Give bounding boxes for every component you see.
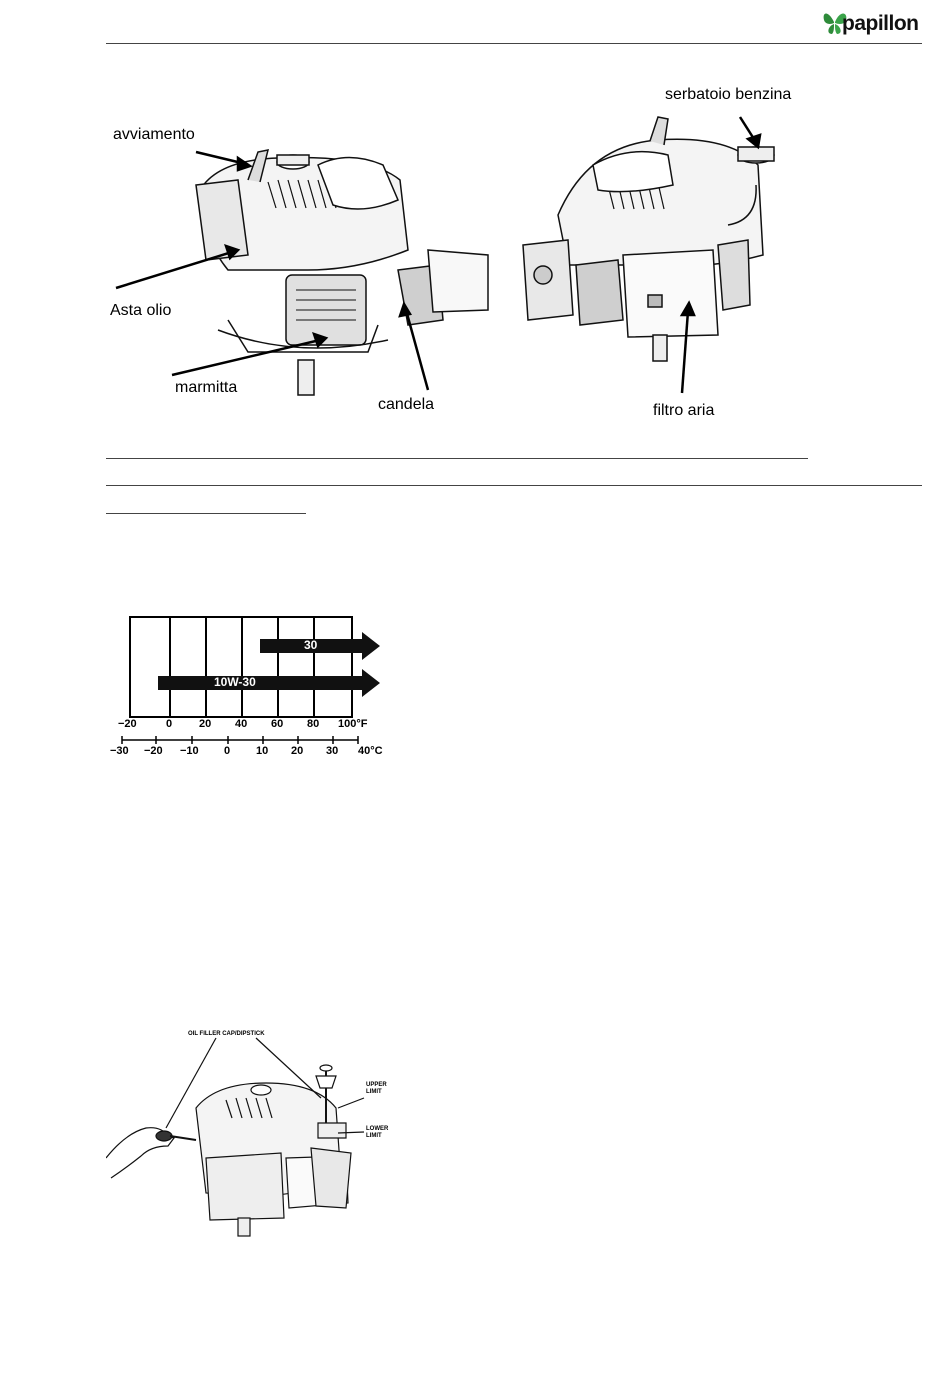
text-line-2 xyxy=(106,485,922,486)
engine-illustration-left xyxy=(108,120,503,425)
c-tick: −30 xyxy=(110,745,129,757)
c-tick: −10 xyxy=(180,745,199,757)
dipstick-illustration xyxy=(106,1028,396,1243)
c-tick: 0 xyxy=(224,745,231,757)
celsius-ticks xyxy=(108,745,393,759)
f-tick: 20 xyxy=(199,718,212,730)
c-tick: 40°C xyxy=(358,745,383,757)
grade-30-label: 30 xyxy=(304,638,318,652)
f-tick: 40 xyxy=(235,718,248,730)
papillon-logo xyxy=(822,6,926,40)
c-tick: 30 xyxy=(326,745,339,757)
text-line-3 xyxy=(106,513,306,514)
label-avviamento: avviamento xyxy=(113,126,195,143)
label-filtro-aria: filtro aria xyxy=(653,402,715,419)
f-tick: 100°F xyxy=(338,718,368,730)
label-marmitta: marmitta xyxy=(175,379,238,396)
label-asta-olio: Asta olio xyxy=(110,302,172,319)
grade-10w30-label: 10W-30 xyxy=(214,675,256,689)
dipstick-drawing xyxy=(106,1028,396,1243)
oil-viscosity-chart xyxy=(108,612,393,762)
c-tick: 10 xyxy=(256,745,269,757)
f-tick: 0 xyxy=(166,718,173,730)
f-tick: 80 xyxy=(307,718,320,730)
f-tick: 60 xyxy=(271,718,284,730)
fahrenheit-ticks xyxy=(108,718,393,732)
f-tick: −20 xyxy=(118,718,137,730)
c-tick: 20 xyxy=(291,745,304,757)
text-line-1 xyxy=(106,458,808,459)
oil-filler-cap-label: OIL FILLER CAP/DIPSTICK xyxy=(188,1031,265,1037)
header-rule xyxy=(106,43,922,44)
c-tick: −20 xyxy=(144,745,163,757)
lower-limit-label: LOWER LIMIT xyxy=(366,1126,389,1139)
brand-name: papillon xyxy=(842,12,919,35)
upper-limit-label: UPPER LIMIT xyxy=(366,1082,387,1095)
label-serbatoio-benzina: serbatoio benzina xyxy=(665,86,792,103)
label-candela: candela xyxy=(378,396,435,413)
engine-illustration-right xyxy=(518,105,818,425)
